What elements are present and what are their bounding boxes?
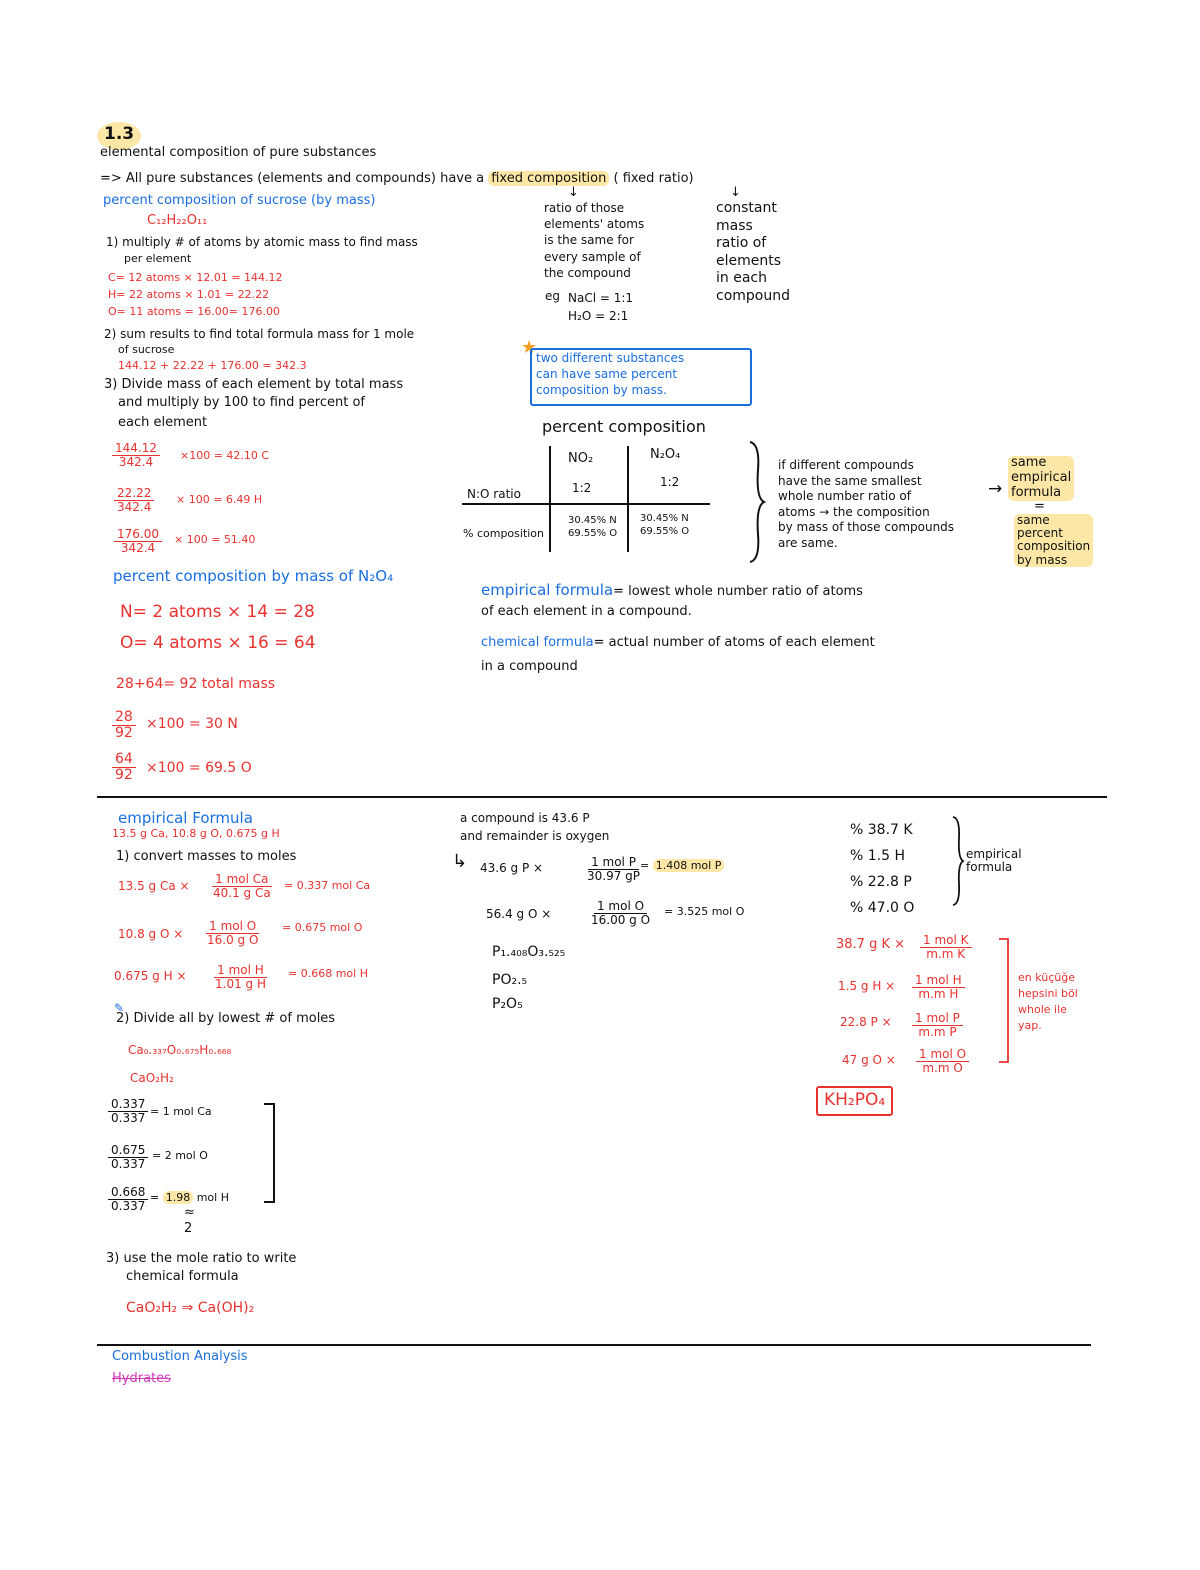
oxygen-percent: × 100 = 51.40: [174, 533, 256, 546]
h-fraction: 1 mol H 1.01 g H: [215, 963, 266, 992]
oxygen-mass-line: O= 11 atoms = 16.00= 176.00: [108, 305, 280, 318]
step3-sub2: each element: [118, 415, 208, 430]
chemical-def: chemical formula= actual number of atoms of each element: [481, 635, 875, 650]
table-hline: [462, 503, 710, 505]
note-box-text: two different substances can have same percent composition by mass.: [536, 351, 685, 398]
chemical-def-2: in a compound: [481, 659, 578, 674]
k-mass: 38.7 g K ×: [836, 937, 906, 952]
oxygen-fraction: $\frac{176.00}{342.4}$: [114, 528, 162, 555]
carbon-fraction: $\frac{144.12}{342.4}$: [112, 442, 160, 469]
step2-text: 2) sum results to find total formula mass for 1 mole: [104, 327, 415, 341]
percent-list: % 38.7 K % 1.5 H % 22.8 P % 47.0 O: [850, 822, 915, 916]
table-row1-c2: 1:2: [660, 475, 680, 489]
bl-step3: 3) use the mole ratio to write: [106, 1251, 297, 1266]
percent-brace: [950, 814, 966, 908]
step1-sub: per element: [124, 252, 192, 265]
n-percent: ×100 = 30 N: [146, 716, 238, 732]
equals-sign: =: [1034, 499, 1045, 514]
ratio-note: ratio of those elements' atoms is the same for every sample of the compound: [544, 201, 645, 280]
p-mass-right: 22.8 P ×: [840, 1015, 892, 1029]
bl-step2: 2) Divide all by lowest # of moles: [116, 1011, 336, 1026]
section-divider: [97, 796, 1107, 798]
mid-formula-3: P₂O₅: [492, 996, 523, 1012]
table-col1: NO₂: [568, 451, 594, 466]
h-moles: = 0.668 mol H: [288, 967, 368, 980]
star-icon: ★: [521, 337, 538, 358]
eg-label: eg: [545, 289, 560, 303]
section-subtitle: elemental composition of pure substances: [100, 145, 377, 160]
o-fraction-mid: 1 mol O 16.00 g O: [591, 899, 651, 928]
h-ratio-fraction: $\frac{0.668}{0.337}$: [108, 1186, 148, 1213]
carbon-percent: ×100 = 42.10 C: [180, 449, 270, 462]
fixed-composition-highlight: fixed composition: [488, 171, 609, 186]
hook-arrow-icon: ↳: [452, 851, 468, 872]
bl-step1: 1) convert masses to moles: [116, 849, 297, 864]
table-brace: [744, 440, 768, 564]
table-row2-c2: 30.45% N 69.55% O: [640, 513, 690, 537]
ratio-bracket: [260, 1100, 290, 1206]
oxygen2-line: O= 4 atoms × 16 = 64: [120, 633, 316, 653]
bl-step3-sub: chemical formula: [126, 1269, 239, 1284]
table-row2-label: % composition: [463, 527, 545, 540]
mass-note: constant mass ratio of elements in each compound: [716, 200, 790, 304]
table-row1-c1: 1:2: [572, 481, 592, 495]
o-mass-right: 47 g O ×: [842, 1053, 896, 1067]
o-mass-mid: 56.4 g O ×: [486, 907, 552, 921]
p-fraction-right: 1 mol P m.m P: [912, 1012, 963, 1039]
right-bracket: [996, 936, 1014, 1066]
same-ef-note: same empirical formula: [1008, 456, 1074, 501]
o-fraction-right: 1 mol O m.m O: [916, 1048, 969, 1075]
carbon-mass-line: C= 12 atoms × 12.01 = 144.12: [108, 271, 283, 284]
n-percent-fraction: $\frac{28}{92}$: [112, 710, 136, 742]
mid-formula-1: P₁.₄₀₈O₃.₅₂₅: [492, 944, 566, 960]
step3-text: 3) Divide mass of each element by total mass: [104, 377, 404, 392]
table-row1-label: N:O ratio: [467, 487, 521, 501]
h-ratio: = 1.98 mol H: [150, 1191, 229, 1204]
table-row2-c1: 30.45% N 69.55% O: [568, 515, 618, 539]
sucrose-formula: C₁₂H₂₂O₁₁: [147, 213, 208, 228]
answer-box: KH₂PO₄: [816, 1086, 893, 1116]
o-percent-fraction: $\frac{64}{92}$: [112, 752, 136, 784]
ca-ratio: = 1 mol Ca: [150, 1105, 212, 1118]
ca-ratio-fraction: $\frac{0.337}{0.337}$: [108, 1098, 148, 1125]
approx-sign: ≈: [184, 1205, 195, 1220]
if-note: if different compounds have the same smallest whole number ratio of atoms → the composition by mass of those compounds are same.: [778, 458, 955, 550]
hydrogen-mass-line: H= 22 atoms × 1.01 = 22.22: [108, 288, 270, 301]
mole-formula: Ca₀.₃₃₇O₀.₆₇₅H₀.₆₆₈: [128, 1043, 232, 1057]
p-fraction: 1 mol P 30.97 gP: [587, 855, 641, 884]
sucrose-title: percent composition of sucrose (by mass): [103, 193, 376, 208]
rough-formula: CaO₂H₂: [130, 1071, 174, 1085]
o-fraction: 1 mol O 16.0 g O: [207, 919, 259, 948]
nacl-ratio: NaCl = 1:1: [568, 291, 634, 305]
ca-moles: = 0.337 mol Ca: [284, 879, 371, 892]
ef-section-title: empirical Formula: [118, 809, 253, 827]
mid-formula-2: PO₂.₅: [492, 972, 528, 988]
approx-two: 2: [184, 1221, 193, 1236]
pin-icon: ✎: [114, 1001, 125, 1015]
table-title: percent composition: [542, 417, 706, 436]
h-mass: 0.675 g H ×: [114, 969, 187, 983]
table-vline-2: [627, 446, 629, 552]
nitrogen-line: N= 2 atoms × 14 = 28: [120, 602, 315, 622]
ca-fraction: 1 mol Ca 40.1 g Ca: [213, 872, 271, 901]
n2o4-title: percent composition by mass of N₂O₄: [113, 567, 394, 585]
p-mass: 43.6 g P ×: [480, 861, 544, 875]
hydrates-heading: Hydrates: [112, 1371, 171, 1386]
hydrogen-fraction: $\frac{22.22}{342.4}$: [114, 487, 154, 514]
o-moles: = 0.675 mol O: [282, 921, 363, 934]
p-moles: = 1.408 mol P: [640, 860, 724, 873]
arrow-icon: →: [988, 479, 1003, 499]
section-number: 1.3: [104, 124, 135, 144]
combustion-heading: Combustion Analysis: [112, 1349, 248, 1364]
h2o-ratio: H₂O = 2:1: [568, 309, 629, 323]
ca-mass: 13.5 g Ca ×: [118, 879, 190, 893]
final-formula: CaO₂H₂ ⇒ Ca(OH)₂: [126, 1300, 255, 1316]
o-mass: 10.8 g O ×: [118, 927, 184, 941]
given-masses: 13.5 g Ca, 10.8 g O, 0.675 g H: [112, 827, 280, 840]
k-fraction: 1 mol K m.m K: [920, 934, 972, 961]
o-ratio: = 2 mol O: [152, 1149, 208, 1162]
same-pc-note: same percent composition by mass: [1014, 514, 1093, 567]
table-col2: N₂O₄: [650, 447, 681, 462]
down-arrow-2: ↓: [730, 185, 741, 200]
problem-line-1: a compound is 43.6 P: [460, 811, 590, 825]
ef-label: empirical formula: [966, 847, 1022, 875]
step3-sub: and multiply by 100 to find percent of: [118, 395, 365, 410]
hydrogen-percent: × 100 = 6.49 H: [176, 493, 263, 506]
step1-text: 1) multiply # of atoms by atomic mass to find mass: [106, 235, 418, 249]
turkish-note: en küçüğe hepsini böl whole ile yap.: [1018, 971, 1078, 1032]
total-mass-line: 28+64= 92 total mass: [116, 676, 276, 692]
h-fraction-right: 1 mol H m.m H: [912, 974, 965, 1001]
problem-line-2: and remainder is oxygen: [460, 829, 610, 843]
footer-divider: [97, 1344, 1091, 1346]
down-arrow-1: ↓: [568, 185, 579, 200]
h-mass-right: 1.5 g H ×: [838, 979, 896, 993]
table-vline-1: [549, 446, 551, 552]
o-moles-mid: = 3.525 mol O: [664, 905, 745, 918]
claim-text: => All pure substances (elements and compounds) have a fixed composition ( fixed ratio): [100, 171, 694, 186]
empirical-def-2: of each element in a compound.: [481, 604, 692, 619]
o-percent: ×100 = 69.5 O: [146, 760, 252, 776]
sum-line: 144.12 + 22.22 + 176.00 = 342.3: [118, 359, 307, 372]
o-ratio-fraction: $\frac{0.675}{0.337}$: [108, 1144, 148, 1171]
empirical-def: empirical formula= lowest whole number ratio of atoms: [481, 581, 863, 599]
step2-sub: of sucrose: [118, 343, 175, 356]
